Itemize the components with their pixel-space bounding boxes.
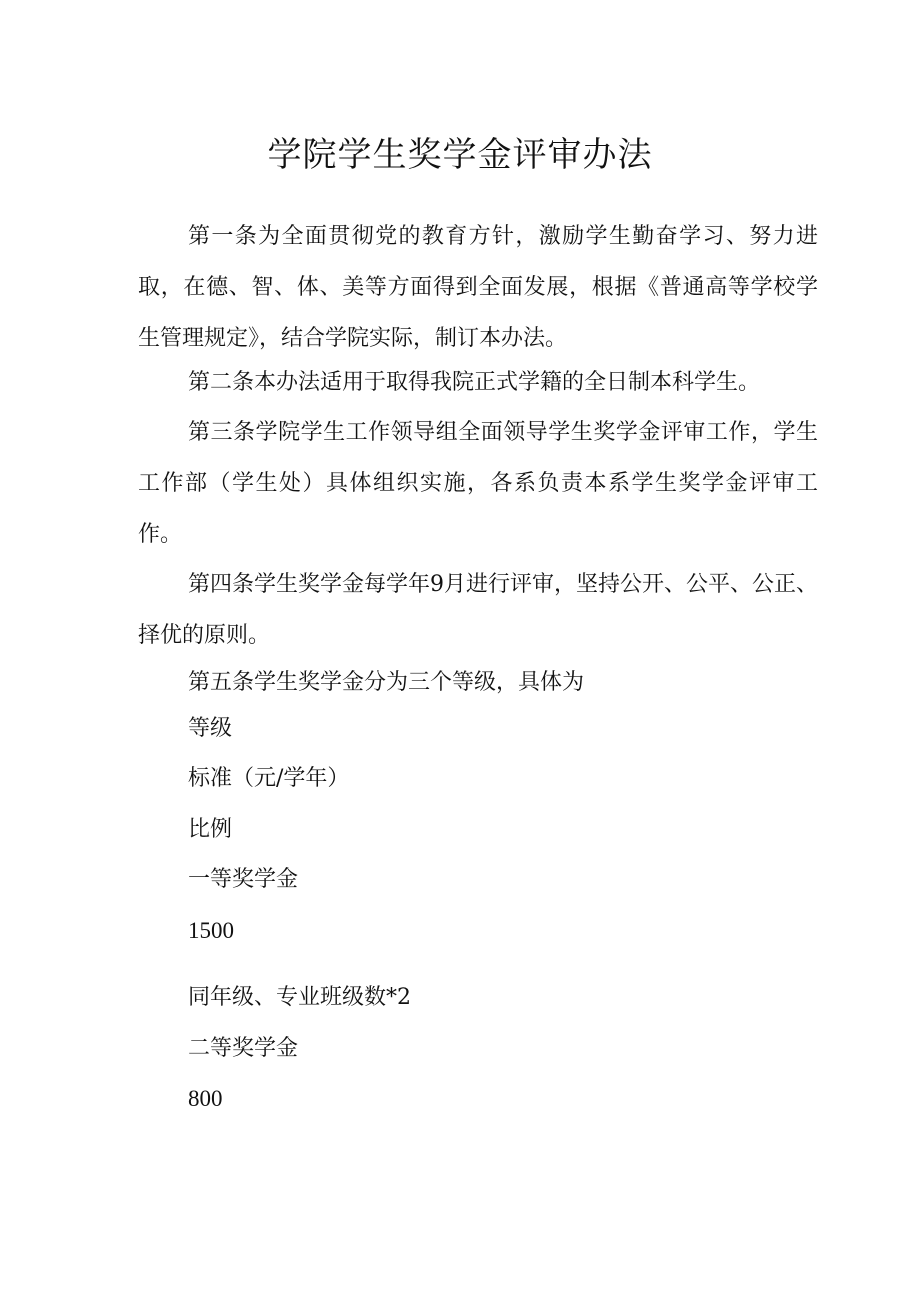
table-cell-second-amount: 800 [188, 1086, 223, 1111]
table-header-ratio: 比例 [188, 817, 233, 842]
article-2: 第二条本办法适用于取得我院正式学籍的全日制本科学生。 [188, 370, 761, 395]
table-cell-first-prize: 一等奖学金 [188, 867, 299, 892]
article-3: 第三条学院学生工作领导组全面领导学生奖学金评审工作，学生工作部（学生处）具体组织实施，各系负责本系学生奖学金评审工作。 [138, 420, 818, 547]
table-header-level: 等级 [188, 716, 233, 741]
document-title: 学院学生奖学金评审办法 [267, 135, 653, 175]
table-cell-second-prize: 二等奖学金 [188, 1036, 299, 1061]
table-cell-first-ratio: 同年级、专业班级数*2 [188, 985, 411, 1010]
table-cell-first-amount: 1500 [188, 918, 234, 943]
article-5: 第五条学生奖学金分为三个等级，具体为 [188, 670, 585, 695]
table-header-standard: 标准（元/学年） [188, 766, 350, 791]
article-1: 第一条为全面贯彻党的教育方针，激励学生勤奋学习、努力进取，在德、智、体、美等方面得到全面发展，根据《普通高等学校学生管理规定》，结合学院实际，制订本办法。 [138, 224, 818, 351]
article-4: 第四条学生奖学金每学年9月进行评审，坚持公开、公平、公正、择优的原则。 [138, 572, 818, 648]
